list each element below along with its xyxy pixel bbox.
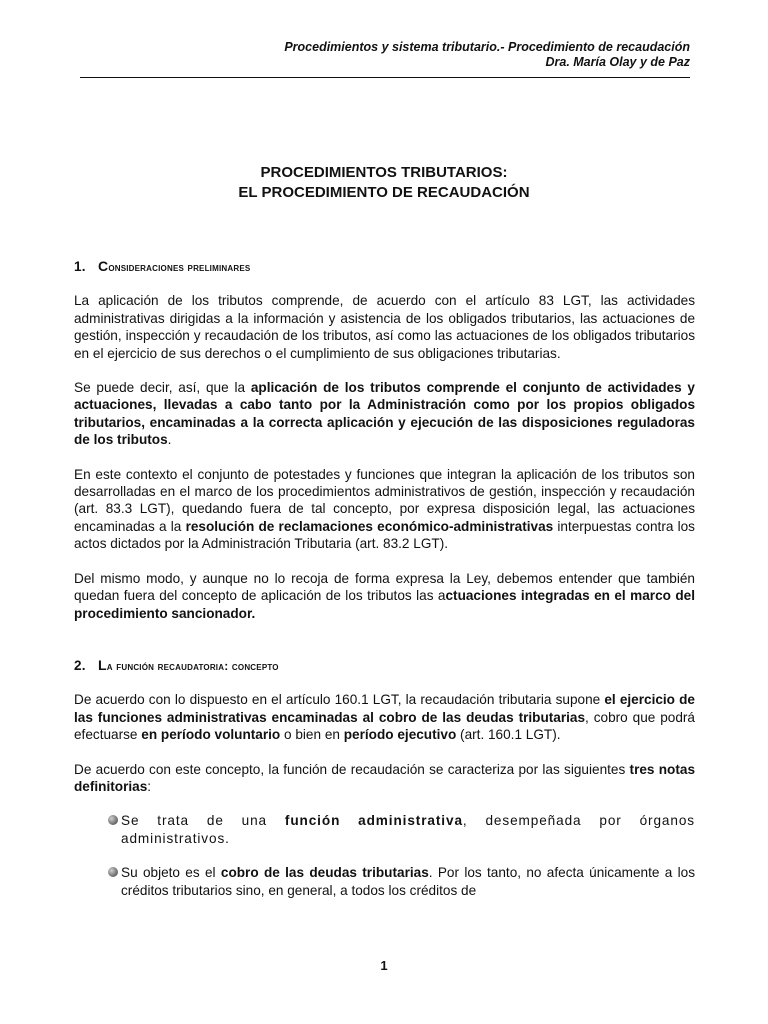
header-title: Procedimientos y sistema tributario.- Procedimiento de recaudación bbox=[284, 40, 690, 54]
paragraph bbox=[74, 466, 695, 553]
bold-text: tres notas definitorias bbox=[74, 761, 696, 794]
bold-text: en período voluntario bbox=[141, 727, 281, 743]
bold-text: el ejercicio de las funciones administrativas encaminadas al cobro de las deudas tributarias bbox=[74, 692, 695, 725]
running-header bbox=[80, 40, 690, 70]
list-item-text: . Por los tanto, no afecta únicamente a los créditos tributarios sino, en general, a todos los créditos de bbox=[121, 865, 696, 898]
paragraph-text: De acuerdo con este concepto, la función de recaudación se caracteriza por las siguientes bbox=[74, 761, 630, 777]
header-author: Dra. María Olay y de Paz bbox=[545, 55, 690, 69]
paragraph bbox=[74, 570, 695, 622]
page-number: 1 bbox=[380, 958, 388, 973]
bold-text: período ejecutivo bbox=[343, 727, 457, 743]
paragraph-text: . bbox=[167, 432, 172, 448]
bold-text: aplicación de los tributos comprende el conjunto de actividades y actuaciones, llevadas a cabo tanto por la Administración como por los propios obligados tributarios, encaminadas a la correcta aplicación y ejecución de las disposiciones reguladoras de los tributos bbox=[74, 380, 695, 448]
bullet-sphere-icon bbox=[108, 867, 118, 877]
title-line-2: EL PROCEDIMIENTO DE RECAUDACIÓN bbox=[238, 184, 530, 201]
paragraph-text: La aplicación de los tributos comprende, de acuerdo con el artículo 83 LGT, las actividades administrativas dirigidas a la información y asistencia de los obligados tributarios, las actuaciones de gestión, inspección y recaudación de los tributos, así como las actuaciones de los obligados tributarios en el ejercicio de sus derechos o el cumplimiento de sus obligaciones tributarias. bbox=[74, 293, 695, 361]
section-2-heading bbox=[74, 657, 695, 675]
paragraph-text: Del mismo modo, y aunque no lo recoja de forma expresa la Ley, debemos entender que también quedan fuera del concepto de aplicación de los tributos las a bbox=[74, 570, 695, 604]
paragraph-text: , cobro que podrá efectuarse bbox=[74, 709, 695, 743]
paragraph-text: : bbox=[147, 778, 152, 794]
section-heading-text: onsideraciones preliminares bbox=[108, 260, 251, 274]
bullet-list bbox=[74, 812, 695, 899]
bold-text: función administrativa bbox=[284, 813, 463, 829]
title-line-1: PROCEDIMIENTOS TRIBUTARIOS: bbox=[260, 164, 508, 181]
list-item-text: , desempeñada por órganos administrativos. bbox=[121, 813, 696, 846]
bold-text: resolución de reclamaciones económico-administrativas bbox=[185, 518, 554, 534]
section-heading-initial: C bbox=[98, 258, 109, 274]
document-body bbox=[74, 258, 695, 916]
section-number: 2. bbox=[74, 657, 86, 673]
list-item bbox=[74, 864, 695, 899]
paragraph bbox=[74, 691, 695, 743]
paragraph-text: De acuerdo con lo dispuesto en el artículo 160.1 LGT, la recaudación tributaria supone bbox=[74, 692, 605, 708]
document-title bbox=[74, 163, 694, 203]
paragraph-text: Se puede decir, así, que la bbox=[74, 380, 251, 396]
header-rule bbox=[80, 77, 690, 78]
paragraph-text: o bien en bbox=[280, 727, 344, 743]
section-1-heading bbox=[74, 258, 695, 276]
paragraph-text: En este contexto el conjunto de potestades y funciones que integran la aplicación de los tributos son desarrolladas en el marco de los procedimientos administrativos de gestión, inspección y recaudación (art. 83.3 LGT), quedando fuera de tal concepto, por expresa disposición legal, las actuaciones encaminadas a la bbox=[74, 466, 695, 534]
bullet-sphere-icon bbox=[108, 815, 118, 825]
list-item-text: Se trata de una bbox=[121, 813, 285, 829]
section-number: 1. bbox=[74, 259, 86, 274]
bold-text: ctuaciones integradas en el marco del procedimiento sancionador. bbox=[74, 588, 696, 621]
section-heading-initial: L bbox=[98, 656, 107, 673]
bold-text: cobro de las deudas tributarias bbox=[220, 865, 429, 881]
paragraph-text: interpuestas contra los actos dictados por la Administración Tributaria (art. 83.2 LGT). bbox=[74, 518, 695, 552]
list-item bbox=[74, 812, 695, 847]
paragraph bbox=[74, 761, 695, 796]
paragraph-text: (art. 160.1 LGT). bbox=[456, 727, 561, 743]
list-item-text: Su objeto es el bbox=[121, 865, 221, 881]
section-heading-text: a función recaudatoria: concepto bbox=[106, 658, 279, 673]
paragraph bbox=[74, 292, 695, 362]
paragraph bbox=[74, 379, 695, 449]
